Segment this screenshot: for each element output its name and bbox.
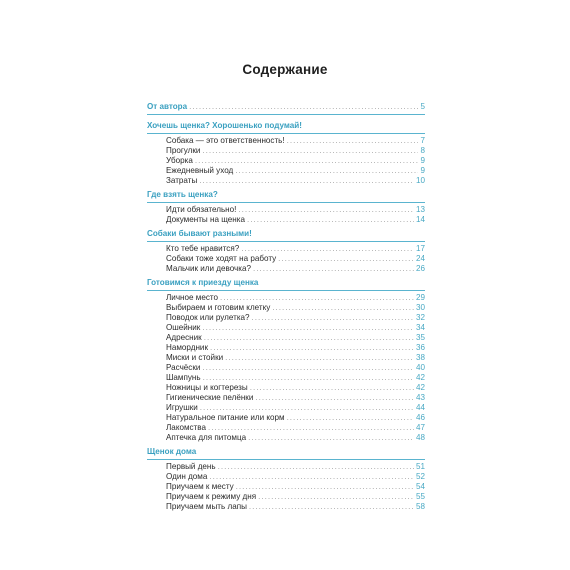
toc-entry-label: Ежедневный уход (166, 166, 234, 175)
toc-page-number: 42 (415, 373, 425, 382)
toc-page-number: 47 (415, 423, 425, 432)
toc-entry[interactable] (147, 146, 425, 156)
toc-section-label: Где взять щенка? (147, 190, 218, 199)
toc-entry[interactable] (147, 176, 425, 186)
toc-section-heading[interactable] (147, 102, 425, 112)
toc-entry[interactable] (147, 333, 425, 343)
section-divider (147, 290, 425, 291)
dot-leader (210, 343, 414, 353)
dot-leader (208, 423, 414, 433)
toc-entry[interactable] (147, 393, 425, 403)
dot-leader (255, 393, 414, 403)
toc-entry-label: Уборка (166, 156, 193, 165)
toc-page-number: 36 (415, 343, 425, 352)
toc-entry-label: Лакомства (166, 423, 206, 432)
toc-page-number: 44 (415, 403, 425, 412)
dot-leader (199, 176, 414, 186)
toc-entry-label: Затраты (166, 176, 198, 185)
toc-section-heading[interactable] (147, 229, 425, 239)
dot-leader (220, 293, 414, 303)
table-of-contents (147, 102, 425, 512)
toc-page-number: 38 (415, 353, 425, 362)
toc-entry-label: Первый день (166, 462, 216, 471)
dot-leader (247, 215, 414, 225)
dot-leader (249, 502, 414, 512)
toc-page-number: 26 (415, 264, 425, 273)
dot-leader (218, 462, 414, 472)
toc-entry[interactable] (147, 313, 425, 323)
toc-entry[interactable] (147, 205, 425, 215)
toc-entry[interactable] (147, 482, 425, 492)
toc-page-number: 55 (415, 492, 425, 501)
toc-entry[interactable] (147, 502, 425, 512)
toc-entry[interactable] (147, 343, 425, 353)
toc-entry-label: Ошейник (166, 323, 201, 332)
toc-entry-label: Гигиенические пелёнки (166, 393, 254, 402)
dot-leader (241, 244, 414, 254)
toc-entry-label: Игрушки (166, 403, 198, 412)
toc-page-number: 8 (420, 146, 425, 155)
toc-page-number: 51 (415, 462, 425, 471)
dot-leader (209, 472, 414, 482)
toc-page-number: 48 (415, 433, 425, 442)
toc-entry[interactable] (147, 323, 425, 333)
dot-leader (272, 303, 414, 313)
toc-entry[interactable] (147, 383, 425, 393)
toc-page-number: 13 (415, 205, 425, 214)
toc-page-number: 29 (415, 293, 425, 302)
toc-entry-label: Адресник (166, 333, 202, 342)
toc-entry[interactable] (147, 244, 425, 254)
toc-entry[interactable] (147, 136, 425, 146)
toc-entry[interactable] (147, 363, 425, 373)
dot-leader (204, 333, 414, 343)
toc-page-number: 58 (415, 502, 425, 511)
toc-page-number: 10 (415, 176, 425, 185)
toc-entry[interactable] (147, 166, 425, 176)
toc-entry[interactable] (147, 492, 425, 502)
toc-entry-label: Мальчик или девочка? (166, 264, 251, 273)
toc-section-label: Щенок дома (147, 447, 197, 456)
toc-entry-label: Расчёски (166, 363, 201, 372)
toc-entry-label: Выбираем и готовим клетку (166, 303, 271, 312)
toc-section-label: От автора (147, 102, 188, 111)
dot-leader (248, 433, 414, 443)
dot-leader (203, 373, 414, 383)
dot-leader (236, 482, 414, 492)
toc-entry-label: Шампунь (166, 373, 201, 382)
toc-entry[interactable] (147, 433, 425, 443)
dot-leader (202, 323, 414, 333)
dot-leader (252, 313, 414, 323)
dot-leader (202, 146, 418, 156)
toc-entry-label: Миски и стойки (166, 353, 224, 362)
toc-page-number: 52 (415, 472, 425, 481)
toc-entry-label: Приучаем к месту (166, 482, 234, 491)
toc-entry-label: Документы на щенка (166, 215, 245, 224)
toc-page-number: 46 (415, 413, 425, 422)
toc-page-number: 35 (415, 333, 425, 342)
toc-entry[interactable] (147, 254, 425, 264)
dot-leader (235, 166, 418, 176)
toc-entry-label: Ножницы и когтерезы (166, 383, 248, 392)
toc-entry[interactable] (147, 303, 425, 313)
toc-entry-label: Намордник (166, 343, 208, 352)
toc-page-number: 24 (415, 254, 425, 263)
dot-leader (189, 102, 418, 112)
toc-entry-label: Идти обязательно! (166, 205, 237, 214)
toc-page-number: 54 (415, 482, 425, 491)
section-divider (147, 459, 425, 460)
toc-entry-label: Прогулки (166, 146, 201, 155)
toc-entry[interactable] (147, 403, 425, 413)
toc-entry-label: Собака — это ответственность! (166, 136, 285, 145)
toc-page-number: 40 (415, 363, 425, 372)
toc-section-label: Собаки бывают разными! (147, 229, 252, 238)
toc-entry-label: Приучаем к режиму дня (166, 492, 257, 501)
toc-page-number: 9 (420, 156, 425, 165)
toc-entry[interactable] (147, 373, 425, 383)
toc-entry-label: Один дома (166, 472, 208, 481)
toc-page-number: 14 (415, 215, 425, 224)
toc-entry[interactable] (147, 472, 425, 482)
section-divider (147, 241, 425, 242)
toc-page-number: 30 (415, 303, 425, 312)
dot-leader (253, 264, 414, 274)
toc-page-number: 42 (415, 383, 425, 392)
toc-entry-label: Личное место (166, 293, 219, 302)
toc-page-number: 43 (415, 393, 425, 402)
toc-entry-label: Приучаем мыть лапы (166, 502, 247, 511)
dot-leader (238, 205, 414, 215)
toc-page-number: 17 (415, 244, 425, 253)
toc-entry-label: Аптечка для питомца (166, 433, 247, 442)
toc-page-number: 9 (420, 166, 425, 175)
section-divider (147, 202, 425, 203)
toc-entry[interactable] (147, 264, 425, 274)
dot-leader (278, 254, 414, 264)
section-divider (147, 114, 425, 115)
toc-page-number: 7 (420, 136, 425, 145)
toc-section-heading[interactable] (147, 447, 425, 457)
dot-leader (225, 353, 414, 363)
page-title: Содержание (242, 62, 328, 77)
dot-leader (202, 363, 414, 373)
dot-leader (287, 413, 414, 423)
toc-section-heading[interactable] (147, 190, 425, 200)
toc-entry-label: Собаки тоже ходят на работу (166, 254, 277, 263)
dot-leader (195, 156, 419, 166)
toc-entry[interactable] (147, 215, 425, 225)
dot-leader (200, 403, 414, 413)
dot-leader (258, 492, 414, 502)
toc-entry[interactable] (147, 423, 425, 433)
toc-section-heading[interactable] (147, 278, 425, 288)
toc-entry-label: Поводок или рулетка? (166, 313, 250, 322)
toc-entry-label: Натуральное питание или корм (166, 413, 285, 422)
toc-section-label: Готовимся к приезду щенка (147, 278, 259, 287)
toc-page-number: 34 (415, 323, 425, 332)
toc-entry[interactable] (147, 353, 425, 363)
toc-page-number: 32 (415, 313, 425, 322)
toc-section-heading[interactable] (147, 121, 425, 131)
toc-page-number: 5 (420, 102, 425, 111)
toc-entry[interactable] (147, 156, 425, 166)
dot-leader (250, 383, 414, 393)
toc-entry[interactable] (147, 293, 425, 303)
dot-leader (287, 136, 419, 146)
toc-entry[interactable] (147, 413, 425, 423)
toc-entry-label: Кто тебе нравится? (166, 244, 240, 253)
toc-entry[interactable] (147, 462, 425, 472)
toc-section-label: Хочешь щенка? Хорошенько подумай! (147, 121, 302, 130)
section-divider (147, 133, 425, 134)
